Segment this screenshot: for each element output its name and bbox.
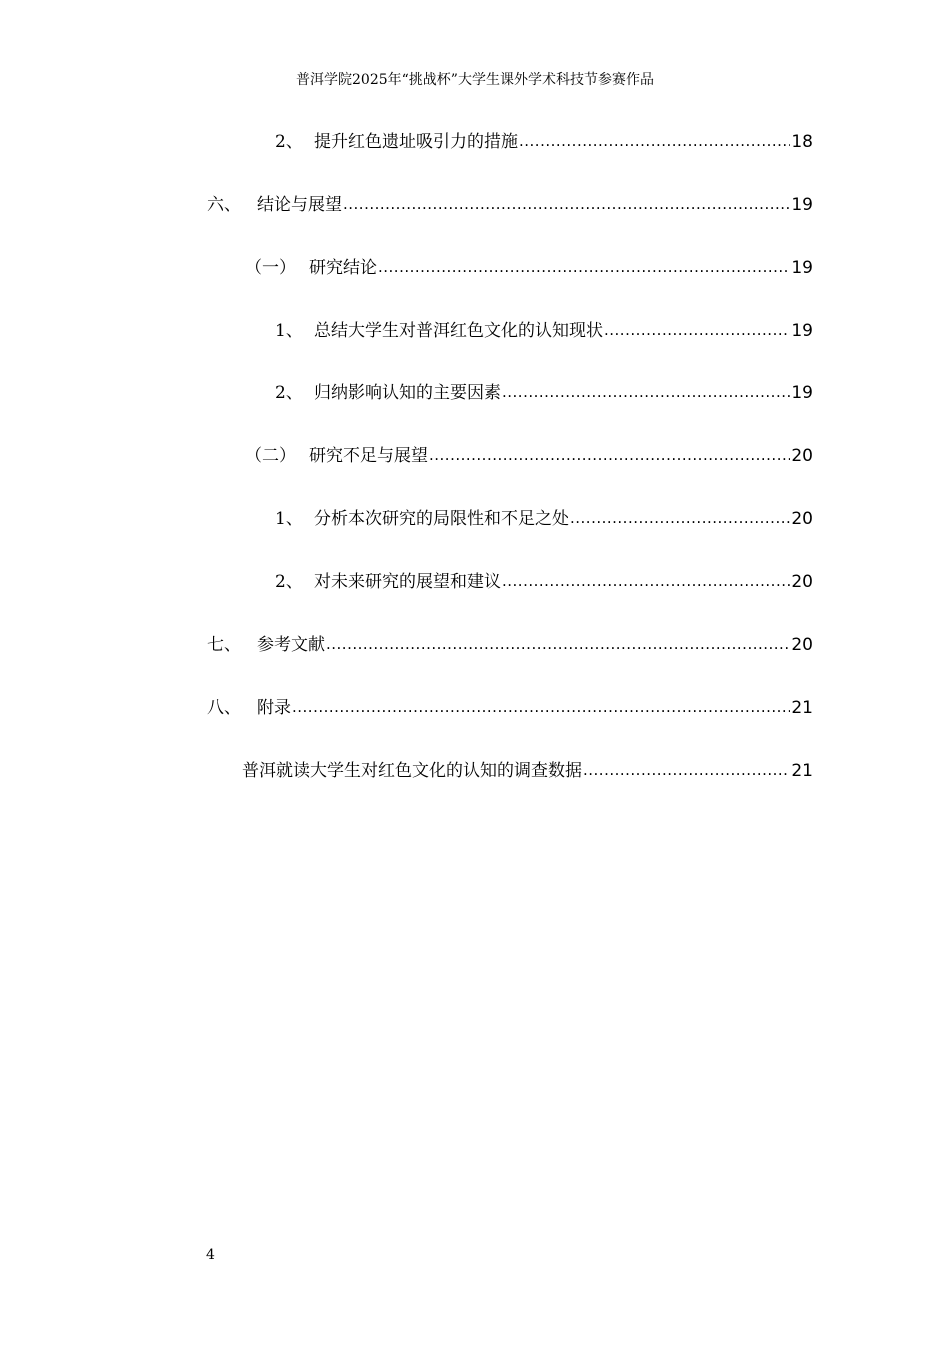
toc-entry[interactable] (207, 190, 813, 216)
toc-entry[interactable] (245, 441, 813, 467)
toc-entry-page: 19 (791, 258, 813, 278)
toc-entry-page: 19 (791, 195, 813, 215)
toc-entry-title: 研究不足与展望 (309, 446, 428, 466)
toc-entry[interactable] (275, 504, 813, 530)
toc-entry-number: 2、 (275, 572, 303, 592)
toc-entry[interactable] (275, 567, 813, 593)
toc-entry[interactable] (275, 378, 813, 404)
toc-entry-number: （一） (245, 258, 296, 278)
toc-entry-page: 18 (791, 132, 813, 152)
toc-entry[interactable] (207, 693, 813, 719)
toc-entry[interactable] (207, 630, 813, 656)
toc-dot-leader (343, 195, 790, 213)
toc-entry-title: 分析本次研究的局限性和不足之处 (314, 509, 569, 529)
toc-entry[interactable] (245, 253, 813, 279)
toc-dot-leader (429, 446, 790, 464)
toc-entry-title: 总结大学生对普洱红色文化的认知现状 (314, 321, 603, 341)
page-number: 4 (206, 1247, 215, 1263)
toc-dot-leader (378, 258, 790, 276)
toc-entry-number: 八、 (207, 698, 241, 718)
toc-entry-page: 20 (791, 572, 813, 592)
toc-entry-number: 七、 (207, 635, 241, 655)
toc-entry-number: 1、 (275, 321, 303, 341)
toc-entry-number: （二） (245, 446, 296, 466)
toc-entry-number: 六、 (207, 195, 241, 215)
toc-entry-page: 19 (791, 383, 813, 403)
toc-entry-number: 1、 (275, 509, 303, 529)
toc-entry-title: 普洱就读大学生对红色文化的认知的调查数据 (242, 761, 582, 781)
toc-entry[interactable] (275, 127, 813, 153)
toc-entry-title: 附录 (257, 698, 291, 718)
toc-dot-leader (502, 572, 790, 590)
toc-dot-leader (326, 635, 790, 653)
toc-dot-leader (519, 132, 790, 150)
toc-entry-number: 2、 (275, 132, 303, 152)
toc-entry-title: 参考文献 (257, 635, 325, 655)
toc-dot-leader (583, 761, 790, 779)
toc-entry-number: 2、 (275, 383, 303, 403)
toc-dot-leader (570, 509, 790, 527)
toc-dot-leader (502, 383, 790, 401)
toc-entry[interactable] (275, 316, 813, 342)
toc-entry-page: 20 (791, 446, 813, 466)
toc-entry-title: 归纳影响认知的主要因素 (314, 383, 501, 403)
toc-entry-page: 20 (791, 509, 813, 529)
toc-entry-page: 20 (791, 635, 813, 655)
toc-dot-leader (292, 698, 790, 716)
toc-entry-title: 结论与展望 (257, 195, 342, 215)
toc-entry-title: 对未来研究的展望和建议 (314, 572, 501, 592)
toc-entry[interactable] (242, 756, 813, 782)
toc-dot-leader (604, 321, 790, 339)
toc-entry-title: 提升红色遗址吸引力的措施 (314, 132, 518, 152)
toc-entry-title: 研究结论 (309, 258, 377, 278)
toc-entry-page: 21 (791, 698, 813, 718)
page-header: 普洱学院2025年“挑战杯”大学生课外学术科技节参赛作品 (296, 72, 654, 88)
toc-entry-page: 19 (791, 321, 813, 341)
toc-entry-page: 21 (791, 761, 813, 781)
